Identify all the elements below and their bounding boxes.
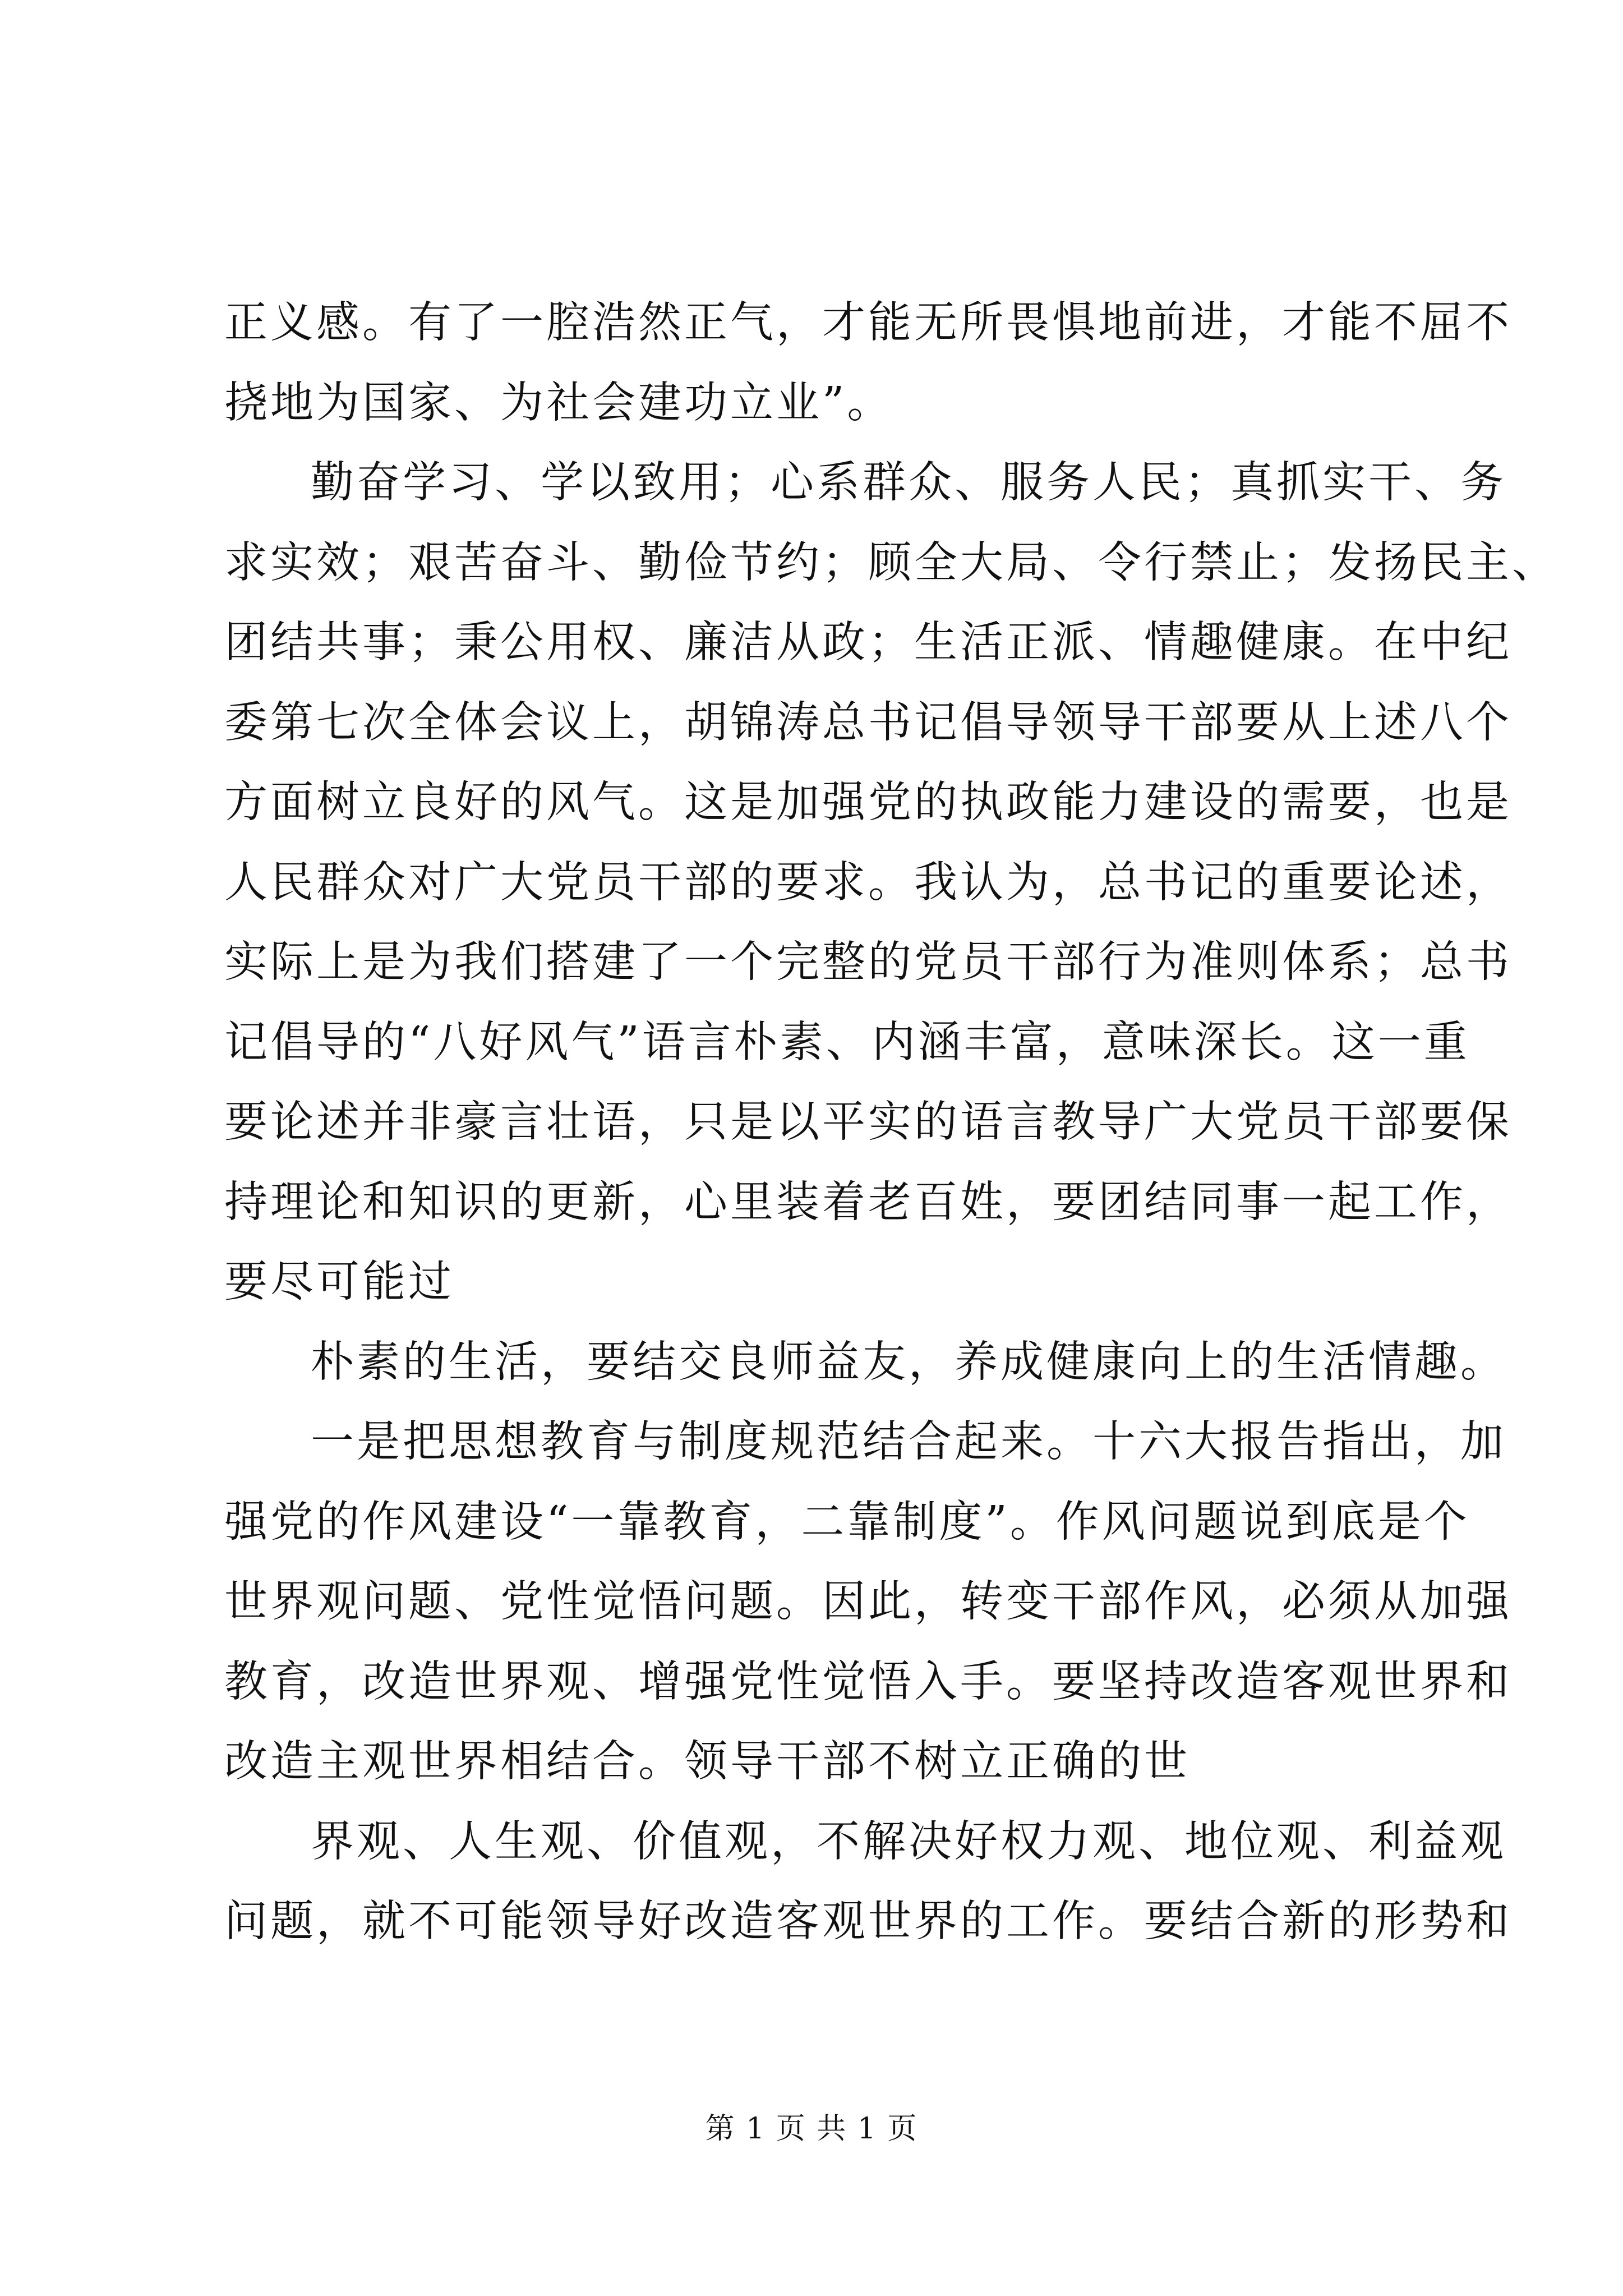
text-line: 人民群众对广大党员干部的要求。我认为，总书记的重要论述， [224,857,1512,908]
page-number-footer: 第 1 页 共 1 页 [705,2112,918,2146]
text-line: 挠地为国家、为社会建功立业”。 [224,378,893,428]
text-line: 改造主观世界相结合。领导干部不树立正确的世 [224,1737,1190,1787]
text-line: 求实效；艰苦奋斗、勤俭节约；顾全大局、令行禁止；发扬民主、 [224,537,1558,588]
text-line: 持理论和知识的更新，心里装着老百姓，要团结同事一起工作， [224,1177,1512,1227]
text-line: 正义感。有了一腔浩然正气，才能无所畏惧地前进，才能不屈不 [224,298,1512,348]
text-line: 教育，改造世界观、增强党性觉悟入手。要坚持改造客观世界和 [224,1657,1512,1707]
text-line: 一是把思想教育与制度规范结合起来。十六大报告指出，加 [311,1417,1506,1467]
text-line: 方面树立良好的风气。这是加强党的执政能力建设的需要，也是 [224,777,1512,827]
text-line: 朴素的生活，要结交良师益友，养成健康向上的生活情趣。 [311,1337,1506,1387]
text-line: 记倡导的“八好风气”语言朴素、内涵丰富，意味深长。这一重 [224,1017,1470,1068]
text-line: 委第七次全体会议上，胡锦涛总书记倡导领导干部要从上述八个 [224,697,1512,748]
text-line: 问题，就不可能领导好改造客观世界的工作。要结合新的形势和 [224,1897,1512,1947]
text-line: 实际上是为我们搭建了一个完整的党员干部行为准则体系；总书 [224,937,1512,987]
text-line: 世界观问题、党性觉悟问题。因此，转变干部作风，必须从加强 [224,1577,1512,1627]
text-line: 要论述并非豪言壮语，只是以平实的语言教导广大党员干部要保 [224,1097,1512,1147]
text-line: 团结共事；秉公用权、廉洁从政；生活正派、情趣健康。在中纪 [224,618,1512,668]
text-line: 勤奋学习、学以致用；心系群众、服务人民；真抓实干、务 [311,458,1506,508]
text-line: 强党的作风建设“一靠教育，二靠制度”。作风问题说到底是个 [224,1497,1470,1547]
text-line: 要尽可能过 [224,1257,454,1307]
text-line: 界观、人生观、价值观，不解决好权力观、地位观、利益观 [311,1816,1506,1867]
document-body [224,283,1558,1962]
